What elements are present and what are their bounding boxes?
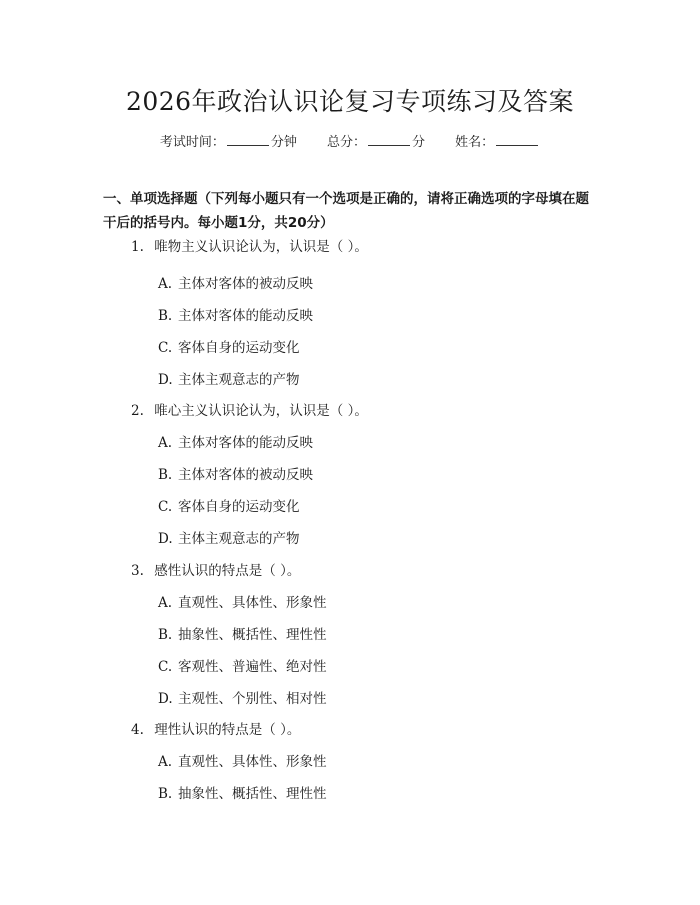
option-letter: A. (158, 595, 173, 611)
question-3-option-a (158, 594, 327, 612)
option-text: 主体主观意志的产物 (178, 531, 300, 547)
option-letter: C. (158, 499, 173, 515)
score-field (327, 135, 429, 150)
option-text: 直观性、具体性、形象性 (178, 595, 327, 611)
question-2-option-b (158, 466, 313, 484)
option-letter: C. (158, 340, 173, 356)
time-label: 考试时间： (159, 135, 225, 150)
name-field (455, 135, 540, 150)
name-label: 姓名： (455, 135, 495, 150)
question-1-option-b (158, 307, 313, 325)
question-4 (131, 721, 300, 739)
question-3-option-c (158, 658, 327, 676)
option-letter: A. (158, 276, 173, 292)
option-text: 主体主观意志的产物 (178, 372, 300, 388)
question-1-option-d (158, 371, 300, 389)
question-1-option-c (158, 339, 300, 357)
question-3 (131, 562, 300, 580)
question-number: 1. (131, 239, 144, 255)
name-blank (496, 133, 538, 146)
option-text: 主观性、个别性、相对性 (178, 691, 327, 707)
question-4-option-a (158, 753, 327, 771)
exam-meta (0, 131, 700, 150)
score-unit: 分 (412, 135, 426, 150)
option-text: 主体对客体的被动反映 (178, 467, 313, 483)
question-stem: 感性认识的特点是（ ）。 (154, 563, 301, 579)
question-1 (131, 238, 368, 256)
question-3-option-d (158, 690, 327, 708)
time-unit: 分钟 (270, 135, 297, 150)
option-text: 主体对客体的被动反映 (178, 276, 313, 292)
option-text: 直观性、具体性、形象性 (178, 754, 327, 770)
question-2-option-c (158, 498, 300, 516)
question-number: 2. (131, 403, 144, 419)
question-stem: 唯物主义认识论认为，认识是（ ）。 (154, 239, 368, 255)
score-label: 总分： (326, 135, 366, 150)
section-heading: 一、单项选择题（下列每小题只有一个选项是正确的，请将正确选项的字母填在题干后的括号内。每小题1分，共20分） (103, 191, 589, 231)
option-letter: A. (158, 754, 173, 770)
question-1-option-a (158, 275, 313, 293)
option-letter: B. (158, 308, 173, 324)
option-text: 客体自身的运动变化 (178, 340, 300, 356)
question-stem: 唯心主义认识论认为，认识是（ ）。 (154, 403, 368, 419)
page-title: 2026年政治认识论复习专项练习及答案 (125, 87, 575, 116)
question-2-option-d (158, 530, 300, 548)
option-letter: A. (158, 435, 173, 451)
option-text: 抽象性、概括性、理性性 (178, 627, 327, 643)
question-number: 3. (131, 563, 144, 579)
time-blank (227, 133, 269, 146)
option-letter: B. (158, 467, 173, 483)
option-text: 抽象性、概括性、理性性 (178, 786, 327, 802)
option-letter: C. (158, 659, 173, 675)
question-4-option-b (158, 785, 327, 803)
question-stem: 理性认识的特点是（ ）。 (154, 722, 301, 738)
option-letter: D. (158, 372, 173, 388)
option-letter: D. (158, 691, 173, 707)
question-3-option-b (158, 626, 327, 644)
option-letter: B. (158, 627, 173, 643)
option-text: 客观性、普遍性、绝对性 (178, 659, 327, 675)
question-number: 4. (131, 722, 144, 738)
option-text: 主体对客体的能动反映 (178, 308, 313, 324)
option-letter: B. (158, 786, 173, 802)
question-2 (131, 402, 368, 420)
question-2-option-a (158, 434, 313, 452)
option-letter: D. (158, 531, 173, 547)
option-text: 主体对客体的能动反映 (178, 435, 313, 451)
score-blank (368, 133, 410, 146)
option-text: 客体自身的运动变化 (178, 499, 300, 515)
time-field (160, 135, 301, 150)
